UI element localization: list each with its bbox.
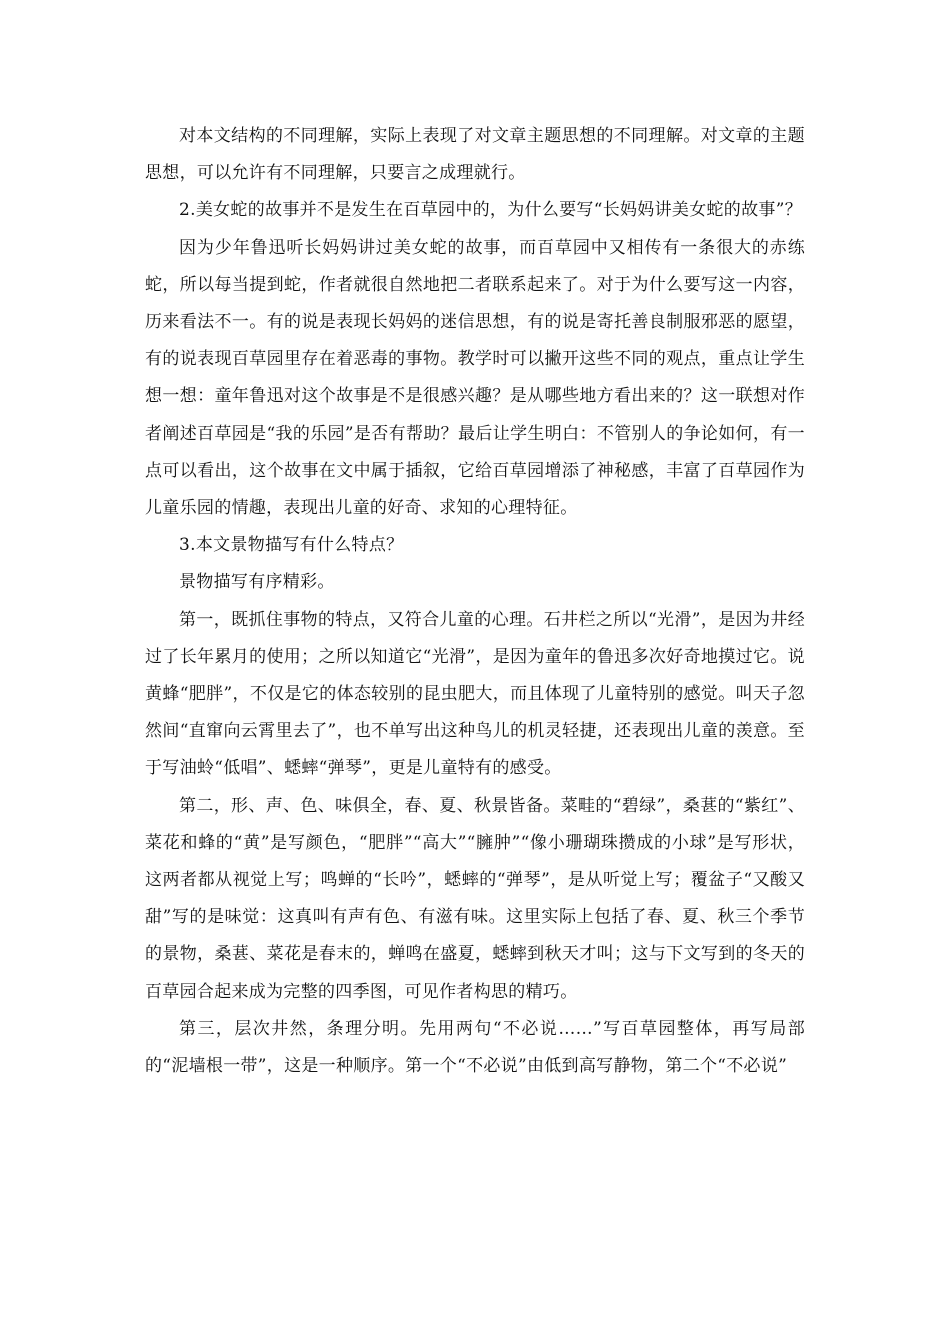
question-2: 2.美女蛇的故事并不是发生在百草园中的，为什么要写“长妈妈讲美女蛇的故事”？ bbox=[179, 200, 802, 221]
document-page bbox=[145, 118, 805, 1085]
answer-3-point-3: 第三，层次井然，条理分明。先用两句“不必说……”写百草园整体，再写局部的“泥墙根一带”，这是一种顺序。第一个“不必说”由低到高写静物，第二个“不必说” bbox=[145, 1018, 805, 1077]
answer-3-summary: 景物描写有序精彩。 bbox=[179, 572, 335, 593]
answer-3-point-1: 第一，既抓住事物的特点，又符合儿童的心理。石井栏之所以“光滑”，是因为井经过了长年累月的使用；之所以知道它“光滑”，是因为童年的鲁迅多次好奇地摸过它。说黄蜂“肥胖”，不仅是它的体态较别的昆虫肥大，而且体现了儿童特别的感觉。叫天子忽然间“直窜向云霄里去了”，也不单写出这种鸟儿的机灵轻捷，还表现出儿童的羡意。至于写油蛉“低唱”、蟋蟀“弹琴”，更是儿童特有的感受。 bbox=[145, 609, 805, 779]
question-3: 3.本文景物描写有什么特点？ bbox=[179, 535, 404, 556]
answer-2: 因为少年鲁迅听长妈妈讲过美女蛇的故事，而百草园中又相传有一条很大的赤练蛇，所以每当提到蛇，作者就很自然地把二者联系起来了。对于为什么要写这一内容，历来看法不一。有的说是表现长妈妈的迷信思想，有的说是寄托善良制服邪恶的愿望，有的说表现百草园里存在着恶毒的事物。教学时可以撇开这些不同的观点，重点让学生想一想：童年鲁迅对这个故事是不是很感兴趣？是从哪些地方看出来的？这一联想对作者阐述百草园是“我的乐园”是否有帮助？最后让学生明白：不管别人的争论如何，有一点可以看出，这个故事在文中属于插叙，它给百草园增添了神秘感，丰富了百草园作为儿童乐园的情趣，表现出儿童的好奇、求知的心理特征。 bbox=[145, 237, 805, 519]
paragraph-structure-understanding: 对本文结构的不同理解，实际上表现了对文章主题思想的不同理解。对文章的主题思想，可以允许有不同理解，只要言之成理就行。 bbox=[145, 126, 805, 184]
answer-3-point-2: 第二，形、声、色、味俱全，春、夏、秋景皆备。菜畦的“碧绿”，桑葚的“紫红”、菜花和蜂的“黄”是写颜色，“肥胖”“高大”“臃肿”“像小珊瑚珠攒成的小球”是写形状，这两者都从视觉上写；鸣蝉的“长吟”，蟋蟀的“弹琴”，是从听觉上写；覆盆子“又酸又甜”写的是味觉：这真叫有声有色、有滋有味。这里实际上包括了春、夏、秋三个季节的景物，桑葚、菜花是春末的，蝉鸣在盛夏，蟋蟀到秋天才叫；这与下文写到的冬天的百草园合起来成为完整的四季图，可见作者构思的精巧。 bbox=[145, 795, 805, 1002]
